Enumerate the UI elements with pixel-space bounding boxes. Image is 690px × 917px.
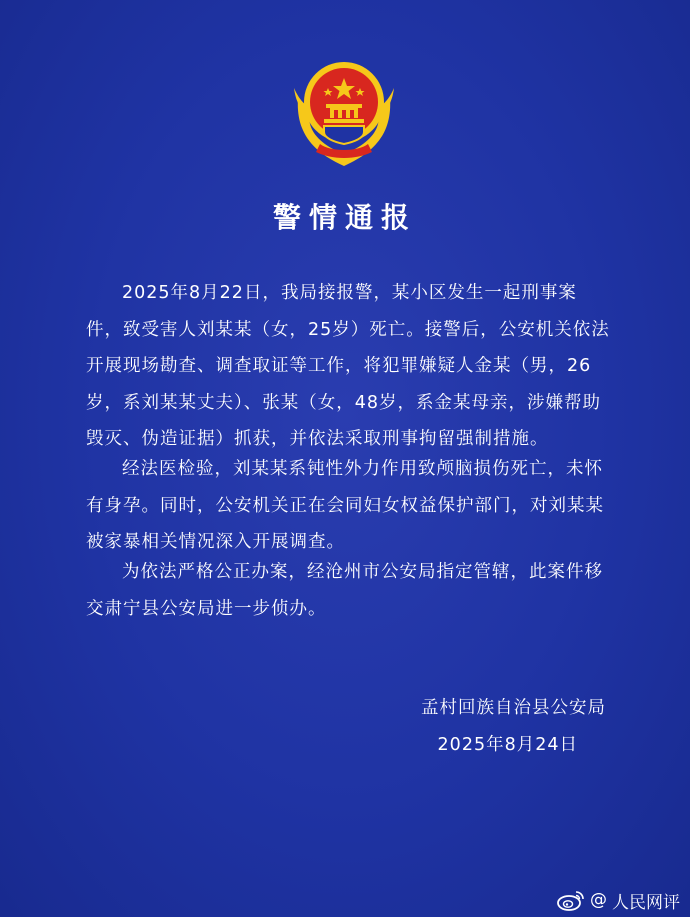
watermark-at: @ <box>590 890 607 910</box>
notice-title: 警情通报 <box>272 201 417 234</box>
police-emblem-icon <box>290 58 398 170</box>
signature-date: 2025年8月24日 <box>437 735 578 755</box>
weibo-icon <box>557 889 585 911</box>
notice-paragraph-3: 为依法严格公正办案，经沧州市公安局指定管辖，此案件移交肃宁县公安局进一步侦办。 <box>86 562 603 619</box>
notice-paragraph-2: 经法医检验，刘某某系钝性外力作用致颅脑损伤死亡，未怀有身孕。同时，公安机关正在会同妇女权益保护部门，对刘某某被家暴相关情况深入开展调查。 <box>86 459 604 552</box>
signature-organization: 孟村回族自治县公安局 <box>421 698 606 718</box>
source-watermark <box>557 889 680 911</box>
notice-paragraph-1: 2025年8月22日，我局接报警，某小区发生一起刑事案件，致受害人刘某某（女，25岁）死亡。接警后，公安机关依法开展现场勘查、调查取证等工作，将犯罪嫌疑人金某（男，26岁，系刘某某丈夫）、张某（女，48岁，系金某母亲，涉嫌帮助毁灭、伪造证据）抓获，并依法采取刑事拘留强制措施。 <box>86 283 610 449</box>
watermark-text: 人民网评 <box>612 892 680 913</box>
